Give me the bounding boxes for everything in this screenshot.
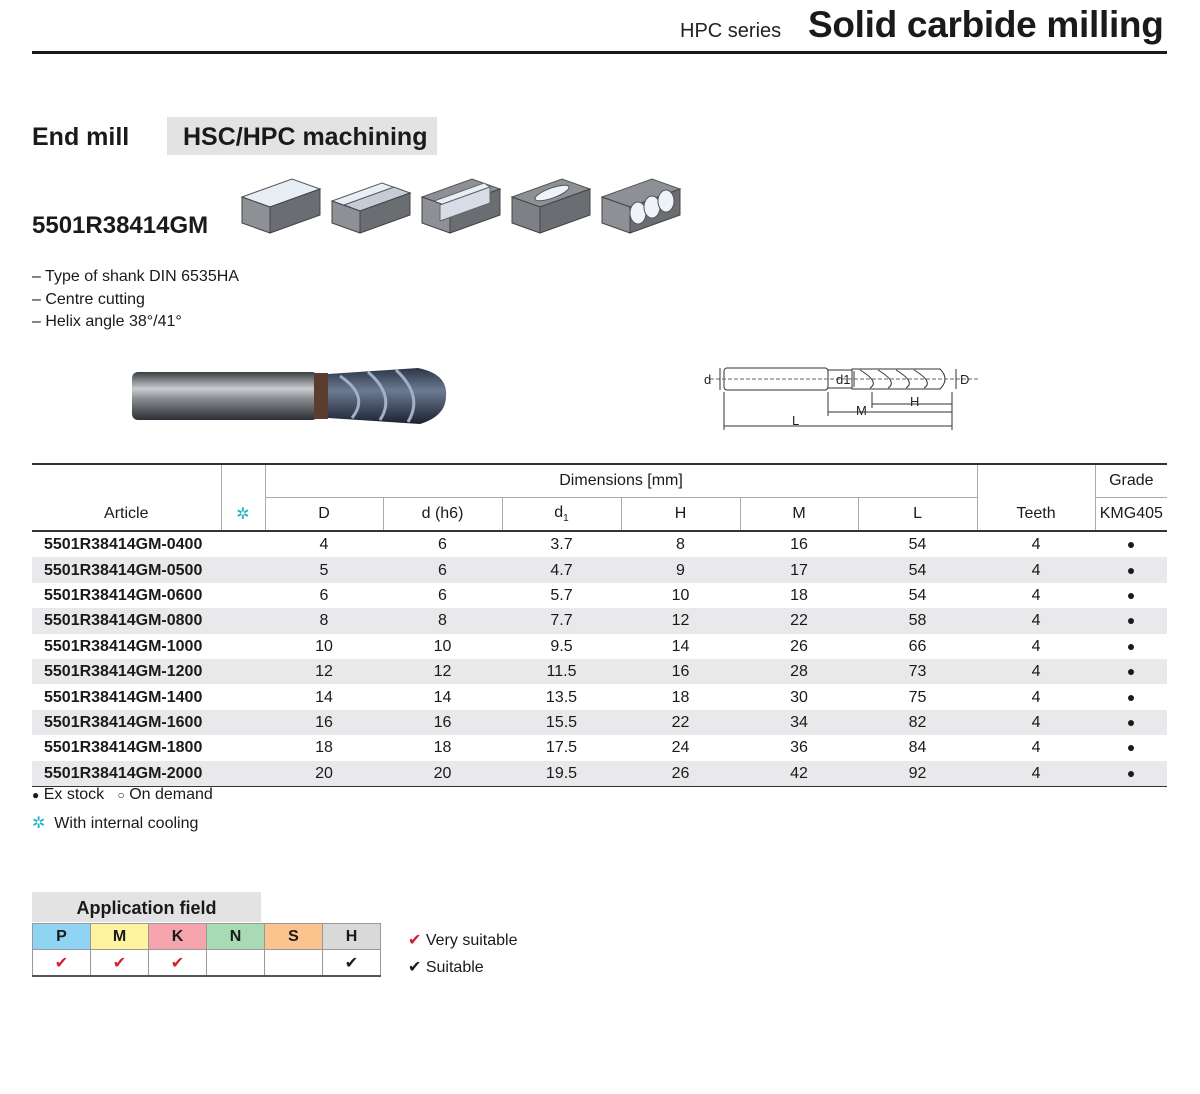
cell-d1: 15.5 <box>502 710 621 735</box>
cell-H: 22 <box>621 710 740 735</box>
group-N: N <box>207 924 265 950</box>
shoulder-milling-icon <box>330 175 412 237</box>
cell-H: 10 <box>671 586 690 604</box>
cell-L: 54 <box>858 557 977 582</box>
cell-teeth: 4 <box>1031 536 1041 554</box>
face-milling-icon <box>240 175 322 237</box>
cell-article: 5501R38414GM-1800 <box>44 739 203 757</box>
cell-L: 73 <box>858 659 977 684</box>
empty-mark <box>207 950 265 977</box>
cell-L: 66 <box>908 637 927 655</box>
cell-article: 5501R38414GM-1600 <box>32 710 221 735</box>
table-row <box>32 634 1167 659</box>
cell-d1: 13.5 <box>545 688 578 706</box>
drawing-label-D: D <box>960 372 970 387</box>
cell-M: 26 <box>790 637 808 655</box>
cell-L: 75 <box>908 688 927 706</box>
col-d1-sub: 1 <box>563 513 569 525</box>
feature-item: – Helix angle 38°/41° <box>32 313 182 330</box>
cell-grade: ● <box>1126 688 1136 705</box>
cell-D: 5 <box>265 557 383 582</box>
dimensions-group-header: Dimensions [mm] <box>265 464 977 498</box>
cell-d1: 4.7 <box>502 557 621 582</box>
very-suitable-check-icon: ✔ <box>408 932 422 949</box>
table-row <box>32 659 1167 684</box>
cell-d1: 5.7 <box>550 586 573 604</box>
cell-d1: 19.5 <box>502 761 621 787</box>
cell-L: 92 <box>858 761 977 787</box>
cell-teeth: 4 <box>977 710 1095 735</box>
cell-grade: ● <box>1095 557 1167 582</box>
cell-H: 12 <box>621 608 740 633</box>
cell-d: 14 <box>433 688 452 706</box>
cell-d1: 9.5 <box>550 637 573 655</box>
cell-M: 22 <box>740 608 858 633</box>
drawing-label-d: d <box>704 372 712 387</box>
cell-article: 5501R38414GM-0500 <box>32 557 221 582</box>
cooling-label: With internal cooling <box>54 815 199 832</box>
cell-d: 6 <box>438 536 447 554</box>
slot-milling-icon <box>420 175 502 237</box>
feature-list <box>32 266 239 334</box>
cell-M: 30 <box>790 688 808 706</box>
cell-M: 28 <box>740 659 858 684</box>
cell-L: 84 <box>908 739 927 757</box>
cell-M: 16 <box>790 536 808 554</box>
cell-d: 20 <box>383 761 502 787</box>
group-S: S <box>265 924 323 950</box>
check-icon: ✔ <box>91 950 149 977</box>
drawing-label-M: M <box>856 403 867 418</box>
col-M: M <box>740 498 858 532</box>
cell-D: 18 <box>315 739 333 757</box>
group-M: M <box>91 924 149 950</box>
cell-grade: ● <box>1095 710 1167 735</box>
very-suitable-label: Very suitable <box>425 932 518 949</box>
table-row <box>32 684 1167 709</box>
cell-grade: ● <box>1126 739 1136 756</box>
col-teeth: Teeth <box>977 498 1095 532</box>
cell-article: 5501R38414GM-1400 <box>44 688 203 706</box>
col-d: d (h6) <box>383 498 502 532</box>
drawing-label-d1: d1 <box>836 372 851 387</box>
cell-d1: 11.5 <box>502 659 621 684</box>
cell-d: 6 <box>383 557 502 582</box>
technical-drawing <box>700 360 990 435</box>
cell-d: 10 <box>433 637 452 655</box>
col-d1-main: d <box>554 503 564 521</box>
cell-d1: 17.5 <box>545 739 578 757</box>
section-tag: HSC/HPC machining <box>167 117 437 155</box>
cell-L: 54 <box>908 586 927 604</box>
product-code: 5501R38414GM <box>32 212 209 239</box>
cell-D: 14 <box>315 688 333 706</box>
suitable-check-icon: ✔ <box>408 959 422 976</box>
suitability-legend <box>408 927 517 981</box>
cell-L: 58 <box>858 608 977 633</box>
feature-item: – Type of shank DIN 6535HA <box>32 268 239 285</box>
col-H: H <box>621 498 740 532</box>
ex-stock-label: Ex stock <box>43 786 105 803</box>
col-grade: KMG405 <box>1095 498 1167 532</box>
drawing-label-L: L <box>792 413 800 428</box>
cell-grade: ● <box>1126 536 1136 553</box>
check-icon: ✔ <box>149 950 207 977</box>
cell-M: 34 <box>740 710 858 735</box>
col-article: Article <box>32 498 221 532</box>
cell-H: 8 <box>676 536 685 554</box>
cell-teeth: 4 <box>977 557 1095 582</box>
drawing-label-H: H <box>910 394 920 409</box>
cell-teeth: 4 <box>1031 586 1041 604</box>
table-row <box>32 761 1167 787</box>
cell-M: 17 <box>740 557 858 582</box>
col-cooling-icon: ✲ <box>221 498 265 532</box>
table-row <box>32 583 1167 608</box>
grade-header: Grade <box>1095 464 1167 498</box>
on-demand-label: On demand <box>129 786 213 803</box>
group-K: K <box>149 924 207 950</box>
cell-teeth: 4 <box>977 659 1095 684</box>
check-icon: ✔ <box>33 950 91 977</box>
cell-H: 24 <box>671 739 690 757</box>
cell-article: 5501R38414GM-0400 <box>44 536 203 554</box>
cell-grade: ● <box>1126 637 1136 654</box>
cell-d: 6 <box>438 586 447 604</box>
cell-D: 12 <box>265 659 383 684</box>
cell-grade: ● <box>1095 659 1167 684</box>
cell-d: 18 <box>433 739 452 757</box>
col-D: D <box>265 498 383 532</box>
pocket-milling-icon <box>510 175 592 237</box>
cell-L: 82 <box>858 710 977 735</box>
cell-article: 5501R38414GM-2000 <box>32 761 221 787</box>
cell-H: 16 <box>621 659 740 684</box>
check-icon: ✔ <box>323 950 381 977</box>
header-series: HPC series <box>680 20 782 42</box>
cell-D: 16 <box>265 710 383 735</box>
cell-d1: 7.7 <box>502 608 621 633</box>
section-type: End mill <box>32 123 130 151</box>
cell-H: 14 <box>671 637 690 655</box>
table-row <box>32 531 1167 557</box>
cell-D: 6 <box>319 586 329 604</box>
col-L: L <box>858 498 977 532</box>
cell-H: 9 <box>621 557 740 582</box>
header-rule <box>32 51 1167 54</box>
cell-teeth: 4 <box>1031 688 1041 706</box>
cell-grade: ● <box>1095 761 1167 787</box>
empty-mark <box>265 950 323 977</box>
cell-article: 5501R38414GM-1200 <box>32 659 221 684</box>
end-mill-photo <box>130 362 450 428</box>
cell-D: 10 <box>315 637 333 655</box>
cell-teeth: 4 <box>1031 739 1041 757</box>
col-d1 <box>502 498 621 532</box>
cell-M: 36 <box>790 739 808 757</box>
cell-article: 5501R38414GM-1000 <box>44 637 203 655</box>
cooling-legend <box>32 813 198 833</box>
suitable-label: Suitable <box>425 959 484 976</box>
stock-legend <box>32 786 213 804</box>
cell-d: 12 <box>383 659 502 684</box>
dimensions-table <box>32 463 1167 787</box>
on-demand-circle-icon: ○ <box>117 788 125 802</box>
cell-M: 42 <box>740 761 858 787</box>
group-P: P <box>33 924 91 950</box>
cell-grade: ● <box>1126 586 1136 603</box>
ex-stock-dot-icon: ● <box>32 788 40 802</box>
cell-H: 26 <box>621 761 740 787</box>
cell-d: 16 <box>383 710 502 735</box>
cell-D: 20 <box>265 761 383 787</box>
cell-L: 54 <box>908 536 927 554</box>
cell-teeth: 4 <box>977 761 1095 787</box>
cell-article: 5501R38414GM-0800 <box>32 608 221 633</box>
application-field-table <box>32 923 381 977</box>
cell-teeth: 4 <box>1031 637 1041 655</box>
table-row <box>32 735 1167 760</box>
cell-D: 8 <box>265 608 383 633</box>
feature-item: – Centre cutting <box>32 290 145 308</box>
cell-grade: ● <box>1095 608 1167 633</box>
cell-d: 8 <box>383 608 502 633</box>
cell-H: 18 <box>671 688 690 706</box>
cell-article: 5501R38414GM-0600 <box>44 586 203 604</box>
cell-D: 4 <box>319 536 329 554</box>
cell-d1: 3.7 <box>550 536 573 554</box>
cooling-icon: ✲ <box>32 815 46 832</box>
application-field-title: Application field <box>32 892 261 922</box>
table-row <box>32 710 1167 735</box>
header-title: Solid carbide milling <box>808 4 1164 45</box>
drilling-icon <box>600 175 682 237</box>
group-H: H <box>323 924 381 950</box>
table-row <box>32 608 1167 633</box>
table-row <box>32 557 1167 582</box>
cell-teeth: 4 <box>977 608 1095 633</box>
cell-M: 18 <box>790 586 808 604</box>
